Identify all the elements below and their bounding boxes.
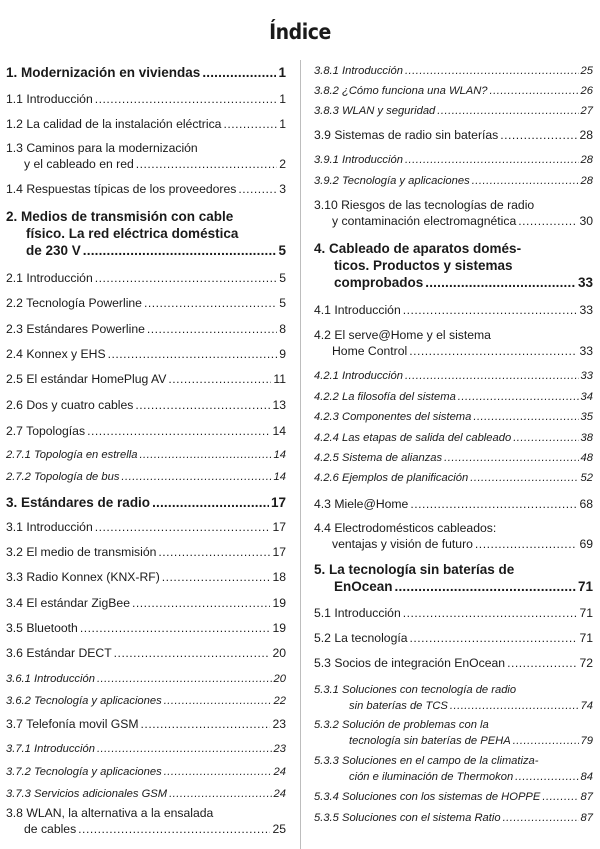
dot-leader: [169, 787, 271, 803]
dot-leader: [83, 242, 277, 259]
toc-entry-row: [6, 545, 286, 561]
toc-entry-row: [6, 322, 286, 338]
dot-leader: [144, 296, 277, 312]
dot-leader: [518, 214, 577, 230]
dot-leader: [164, 694, 272, 710]
toc-page-number: 8: [279, 322, 286, 336]
toc-entry[interactable]: [314, 410, 593, 426]
dot-leader: [473, 410, 578, 426]
toc-entry-label: 4.2.4 Las etapas de salida del cableado: [314, 432, 512, 444]
toc-page-number: 71: [579, 631, 593, 645]
toc-entry-title-line: ticos. Productos y sistemas: [334, 258, 513, 273]
column-divider: [300, 60, 301, 849]
dot-leader: [490, 84, 579, 100]
toc-entry[interactable]: [314, 521, 593, 552]
toc-page-number: 17: [272, 545, 286, 559]
toc-page-number: 24: [273, 788, 286, 800]
toc-entry-label: 3.3 Radio Konnex (KNX-RF): [6, 570, 160, 584]
toc-page-number: 35: [580, 411, 593, 423]
toc-entry-title-line: 5.3.1 Soluciones con tecnología de radio: [314, 684, 517, 696]
toc-entry[interactable]: [6, 271, 286, 287]
toc-page-number: 23: [272, 717, 286, 731]
toc-entry[interactable]: [314, 328, 593, 359]
toc-page-number: 79: [580, 734, 593, 747]
toc-entry-label: 4.2.3 Componentes del sistema: [314, 411, 472, 423]
toc-entry[interactable]: [314, 128, 593, 144]
toc-entry-label: 2.7.2 Topología de bus: [6, 471, 120, 483]
toc-entry-row: [314, 770, 593, 786]
toc-entry-label: y el cableado en red: [24, 156, 134, 171]
toc-entry-title-line: 2. Medios de transmisión con cable: [6, 209, 234, 224]
toc-entry-label: 3.8.3 WLAN y seguridad: [314, 105, 436, 117]
toc-entry[interactable]: [314, 811, 593, 827]
toc-entry[interactable]: [6, 117, 286, 133]
toc-entry-row: [314, 303, 593, 319]
toc-page-number: 52: [580, 472, 593, 484]
toc-entry-title-line: 1.3 Caminos para la modernización: [6, 141, 198, 155]
toc-entry[interactable]: [6, 372, 286, 388]
toc-entry-row: [6, 765, 286, 781]
toc-entry[interactable]: [6, 520, 286, 536]
toc-entry[interactable]: [314, 369, 593, 385]
page-title: Índice: [269, 20, 331, 44]
toc-entry-row: [314, 214, 593, 230]
toc-entry-label: 3.6.1 Introducción: [6, 673, 95, 685]
toc-entry-row: [6, 646, 286, 662]
toc-entry-title-line: 3.10 Riesgos de las tecnologías de radio: [314, 198, 535, 212]
dot-leader: [409, 344, 577, 360]
toc-entry-label: 3.8.2 ¿Cómo funciona una WLAN?: [314, 85, 488, 97]
toc-entry-label: 2.5 El estándar HomePlug AV: [6, 372, 167, 386]
toc-entry-label: 1.4 Respuestas típicas de los proveedores: [6, 182, 237, 196]
toc-entry-row: [6, 92, 286, 108]
toc-page-number: 74: [580, 699, 593, 712]
toc-entry[interactable]: [314, 606, 593, 622]
toc-entry-label: de cables: [24, 821, 77, 836]
toc-entry-row: [314, 578, 593, 595]
toc-entry[interactable]: [314, 390, 593, 406]
toc-page-number: 13: [272, 398, 286, 412]
toc-entry-label: 3.6 Estándar DECT: [6, 646, 112, 660]
toc-entry-label: 5.1 Introducción: [314, 606, 401, 620]
toc-entry-row: [6, 520, 286, 536]
toc-entry-title-line: 5.3.2 Solución de problemas con la: [314, 719, 489, 731]
toc-entry-row: [314, 451, 593, 467]
toc-entry-row: [314, 410, 593, 426]
toc-entry-label: 5.2 La tecnología: [314, 631, 408, 645]
toc-entry-label: 4.2.2 La filosofía del sistema: [314, 391, 456, 403]
toc-entry-label: 3.9 Sistemas de radio sin baterías: [314, 128, 499, 142]
toc-entry-row: [314, 64, 593, 80]
dot-leader: [95, 271, 277, 287]
toc-entry[interactable]: [6, 92, 286, 108]
toc-entry-label: 4.2.1 Introducción: [314, 370, 403, 382]
toc-page-number: 87: [580, 812, 593, 824]
dot-leader: [164, 765, 272, 781]
toc-page-number: 14: [273, 471, 286, 483]
dot-leader: [97, 672, 272, 688]
toc-entry[interactable]: [314, 303, 593, 319]
dot-leader: [542, 790, 578, 806]
toc-entry-label: 5.3.4 Soluciones con los sistemas de HOPPE: [314, 791, 541, 803]
toc-entry-label: 3.4 El estándar ZigBee: [6, 596, 130, 610]
toc-entry[interactable]: [6, 621, 286, 637]
toc-entry-row: [6, 117, 286, 133]
toc-page-number: 71: [579, 606, 593, 620]
toc-page-number: 5: [278, 243, 286, 258]
toc-entry-row: [314, 344, 593, 360]
toc-entry[interactable]: [6, 64, 286, 81]
toc-entry-label: 4.1 Introducción: [314, 303, 401, 317]
toc-page-number: 9: [279, 347, 286, 361]
toc-entry-label: 3.6.2 Tecnología y aplicaciones: [6, 695, 162, 707]
toc-entry-label: 5.3.5 Soluciones con el sistema Ratio: [314, 812, 501, 824]
toc-entry[interactable]: [6, 545, 286, 561]
toc-entry-row: [314, 790, 593, 806]
toc-page-number: 19: [272, 596, 286, 610]
dot-leader: [405, 153, 579, 169]
toc-entry[interactable]: [6, 570, 286, 586]
dot-leader: [80, 621, 271, 637]
dot-leader: [202, 64, 276, 81]
toc-entry-row: [6, 694, 286, 710]
toc-entry-label: 2.1 Introducción: [6, 271, 93, 285]
toc-page-number: 1: [279, 92, 286, 106]
toc-entry-row: [314, 497, 593, 513]
toc-entry[interactable]: [314, 153, 593, 169]
toc-page-number: 17: [272, 520, 286, 534]
dot-leader: [135, 398, 270, 414]
toc-entry-label: tecnología sin baterías de PEHA: [349, 734, 511, 747]
dot-leader: [158, 545, 270, 561]
dot-leader: [500, 128, 577, 144]
toc-entry-row: [6, 398, 286, 414]
toc-entry-title-line: 4.2 El serve@Home y el sistema: [314, 328, 491, 342]
toc-page-number: 14: [273, 449, 286, 461]
toc-page-number: 33: [580, 370, 593, 382]
dot-leader: [95, 520, 271, 536]
dot-leader: [503, 811, 579, 827]
toc-entry-label: 2.6 Dos y cuatro cables: [6, 398, 134, 412]
dot-leader: [437, 104, 578, 120]
toc-entry-row: [6, 347, 286, 363]
toc-entry[interactable]: [314, 451, 593, 467]
dot-leader: [147, 322, 277, 338]
dot-leader: [168, 372, 271, 388]
toc-entry[interactable]: [314, 174, 593, 190]
toc-entry-row: [6, 672, 286, 688]
toc-page-number: 25: [272, 821, 286, 836]
toc-entry-label: 2.7 Topologías: [6, 424, 86, 438]
toc-entry-label: 3.9.1 Introducción: [314, 154, 403, 166]
dot-leader: [238, 182, 277, 198]
toc-entry[interactable]: [6, 322, 286, 338]
toc-entry-title-line: 4.4 Electrodomésticos cableados:: [314, 521, 497, 535]
toc-entry-title-line: físico. La red eléctrica doméstica: [26, 226, 239, 241]
toc-entry[interactable]: [314, 683, 593, 714]
dot-leader: [410, 631, 578, 647]
toc-entry-row: [6, 372, 286, 388]
toc-entry[interactable]: [6, 596, 286, 612]
toc-entry[interactable]: [314, 471, 593, 487]
toc-entry-title-line: 5. La tecnología sin baterías de: [314, 562, 515, 577]
toc-entry[interactable]: [6, 470, 286, 486]
toc-entry[interactable]: [314, 198, 593, 229]
toc-entry-label: 2.2 Tecnología Powerline: [6, 296, 142, 310]
toc-entry-row: [314, 174, 593, 190]
toc-entry-label: y contaminación electromagnética: [332, 213, 517, 228]
toc-entry-label: de 230 V: [26, 243, 81, 258]
toc-page-number: 25: [580, 65, 593, 77]
dot-leader: [97, 742, 272, 758]
toc-entry[interactable]: [6, 717, 286, 733]
dot-leader: [470, 471, 578, 487]
toc-entry[interactable]: [6, 742, 286, 758]
toc-entry[interactable]: [6, 672, 286, 688]
toc-entry-title-line: 3.8 WLAN, la alternativa a la ensalada: [6, 806, 214, 820]
toc-entry-row: [314, 369, 593, 385]
dot-leader: [114, 646, 271, 662]
toc-entry[interactable]: [6, 765, 286, 781]
toc-page-number: 38: [580, 432, 593, 444]
toc-entry-row: [314, 471, 593, 487]
toc-entry-label: 3.5 Bluetooth: [6, 621, 78, 635]
toc-entry-row: [314, 431, 593, 447]
toc-entry-row: [6, 787, 286, 803]
toc-entry-label: 3.8.1 Introducción: [314, 65, 403, 77]
toc-entry-row: [6, 621, 286, 637]
toc-entry-label: 2.4 Konnex y EHS: [6, 347, 106, 361]
toc-entry[interactable]: [6, 208, 286, 259]
dot-leader: [475, 537, 578, 553]
toc-entry-row: [314, 104, 593, 120]
toc-entry-row: [314, 128, 593, 144]
toc-entry-row: [314, 734, 593, 750]
toc-entry-row: [6, 64, 286, 81]
toc-entry-label: 3.2 El medio de transmisión: [6, 545, 157, 559]
toc-entry-row: [314, 699, 593, 715]
toc-page-number: 34: [580, 391, 593, 403]
toc-entry[interactable]: [6, 398, 286, 414]
dot-leader: [444, 451, 578, 467]
toc-entry-label: 3.7.3 Servicios adicionales GSM: [6, 788, 168, 800]
toc-entry[interactable]: [314, 240, 593, 291]
toc-entry-label: 4.3 Miele@Home: [314, 497, 409, 511]
toc-page-number: 1: [279, 117, 286, 131]
toc-entry-row: [6, 596, 286, 612]
toc-page-number: 5: [279, 296, 286, 310]
toc-entry-row: [314, 537, 593, 553]
toc-entry[interactable]: [314, 631, 593, 647]
toc-entry-row: [314, 656, 593, 672]
toc-entry[interactable]: [6, 296, 286, 312]
toc-entry-label: comprobados: [334, 275, 424, 290]
toc-entry-label: 3.7 Telefonía movil GSM: [6, 717, 139, 731]
toc-page-number: 14: [272, 424, 286, 438]
toc-page-number: 33: [577, 275, 593, 290]
dot-leader: [410, 497, 577, 513]
dot-leader: [108, 347, 278, 363]
toc-entry[interactable]: [6, 787, 286, 803]
toc-entry-row: [6, 717, 286, 733]
toc-entry[interactable]: [314, 790, 593, 806]
toc-page-number: 27: [580, 105, 593, 117]
toc-entry-label: sin baterías de TCS: [349, 699, 448, 712]
toc-entry-label: 1.2 La calidad de la instalación eléctrica: [6, 117, 222, 131]
dot-leader: [515, 770, 578, 786]
toc-entry-label: 2.7.1 Topología en estrella: [6, 449, 138, 461]
toc-entry[interactable]: [6, 694, 286, 710]
toc-entry-row: [6, 570, 286, 586]
toc-page-number: 84: [580, 770, 593, 783]
toc-entry-label: 4.2.6 Ejemplos de planificación: [314, 472, 469, 484]
dot-leader: [223, 117, 277, 133]
toc-page-number: 18: [272, 570, 286, 584]
dot-leader: [472, 174, 579, 190]
toc-page-number: 71: [577, 579, 593, 594]
dot-leader: [513, 734, 579, 750]
toc-entry-row: [6, 271, 286, 287]
dot-leader: [78, 822, 270, 838]
toc-entry[interactable]: [6, 494, 286, 511]
toc-entry-label: 5.3 Socios de integración EnOcean: [314, 656, 506, 670]
dot-leader: [87, 424, 270, 440]
toc-entry-label: 3.7.1 Introducción: [6, 743, 95, 755]
toc-entry-row: [6, 242, 286, 259]
toc-page-number: 24: [273, 766, 286, 778]
dot-leader: [95, 92, 277, 108]
dot-leader: [152, 494, 269, 511]
toc-entry-label: 3.9.2 Tecnología y aplicaciones: [314, 175, 470, 187]
toc-entry-row: [6, 494, 286, 511]
toc-entry-row: [6, 157, 286, 173]
toc-page-number: 68: [579, 497, 593, 511]
toc-entry[interactable]: [314, 754, 593, 785]
toc-page-number: 1: [278, 65, 286, 80]
toc-entry-row: [6, 296, 286, 312]
toc-entry-row: [314, 631, 593, 647]
toc-page-number: 19: [272, 621, 286, 635]
toc-entry[interactable]: [6, 182, 286, 198]
toc-entry[interactable]: [314, 656, 593, 672]
toc-page-number: 28: [580, 175, 593, 187]
dot-leader: [425, 274, 576, 291]
toc-page-number: 26: [580, 85, 593, 97]
toc-entry[interactable]: [6, 806, 286, 837]
toc-page-number: 23: [273, 743, 286, 755]
toc-entry-row: [314, 390, 593, 406]
toc-entry-label: 3.7.2 Tecnología y aplicaciones: [6, 766, 162, 778]
toc-entry-label: 1.1 Introducción: [6, 92, 93, 106]
toc-entry[interactable]: [6, 141, 286, 172]
toc-page-number: 33: [579, 303, 593, 317]
toc-page-number: 20: [272, 646, 286, 660]
toc-entry[interactable]: [314, 104, 593, 120]
toc-page-number: 69: [579, 536, 593, 551]
toc-entry-row: [314, 84, 593, 100]
toc-entry[interactable]: [314, 497, 593, 513]
toc-entry-label: Home Control: [332, 343, 408, 358]
toc-page-number: 33: [579, 343, 593, 358]
toc-page-number: 3: [279, 182, 286, 196]
toc-page-number: 28: [580, 154, 593, 166]
toc-entry-label: ción e iluminación de Thermokon: [349, 770, 514, 783]
toc-entry-title-line: 4. Cableado de aparatos domés-: [314, 241, 522, 256]
toc-page-number: 5: [279, 271, 286, 285]
toc-entry[interactable]: [314, 84, 593, 100]
toc-entry-label: 1. Modernización en viviendas: [6, 65, 201, 80]
dot-leader: [405, 369, 579, 385]
toc-entry-row: [314, 153, 593, 169]
dot-leader: [136, 157, 277, 173]
toc-page-number: 30: [579, 213, 593, 228]
dot-leader: [403, 606, 578, 622]
toc-page-number: 72: [579, 656, 593, 670]
dot-leader: [458, 390, 579, 406]
toc-page-number: 87: [580, 791, 593, 803]
toc-page-number: 20: [273, 673, 286, 685]
toc-entry-label: ventajas y visión de futuro: [332, 536, 473, 551]
toc-page-number: 28: [579, 128, 593, 142]
toc-entry-row: [6, 182, 286, 198]
dot-leader: [513, 431, 578, 447]
dot-leader: [395, 578, 576, 595]
toc-entry[interactable]: [314, 64, 593, 80]
dot-leader: [132, 596, 270, 612]
dot-leader: [141, 717, 271, 733]
toc-entry-row: [314, 811, 593, 827]
toc-entry-row: [314, 274, 593, 291]
toc-entry[interactable]: [6, 424, 286, 440]
dot-leader: [403, 303, 578, 319]
dot-leader: [507, 656, 577, 672]
toc-entry-title-line: 5.3.3 Soluciones en el campo de la climatiza-: [314, 755, 539, 767]
toc-page-number: 11: [273, 372, 286, 386]
toc-entry-row: [6, 742, 286, 758]
toc-entry-row: [6, 470, 286, 486]
toc-page-number: 48: [580, 452, 593, 464]
toc-entry[interactable]: [314, 431, 593, 447]
toc-entry[interactable]: [6, 347, 286, 363]
dot-leader: [450, 699, 579, 715]
toc-entry-label: 3. Estándares de radio: [6, 495, 151, 510]
toc-entry-row: [6, 448, 286, 464]
toc-page-number: 22: [273, 695, 286, 707]
dot-leader: [139, 448, 271, 464]
toc-entry[interactable]: [314, 561, 593, 595]
toc-page-number: 2: [279, 156, 286, 171]
dot-leader: [405, 64, 579, 80]
toc-page-number: 17: [270, 495, 286, 510]
toc-entry[interactable]: [6, 448, 286, 464]
toc-entry-row: [6, 424, 286, 440]
toc-entry-row: [6, 822, 286, 838]
toc-entry-row: [314, 606, 593, 622]
toc-entry[interactable]: [314, 718, 593, 749]
toc-entry-label: 4.2.5 Sistema de alianzas: [314, 452, 443, 464]
toc-entry-label: EnOcean: [334, 579, 393, 594]
dot-leader: [121, 470, 271, 486]
dot-leader: [162, 570, 271, 586]
toc-entry[interactable]: [6, 646, 286, 662]
toc-entry-label: 3.1 Introducción: [6, 520, 93, 534]
toc-entry-label: 2.3 Estándares Powerline: [6, 322, 145, 336]
